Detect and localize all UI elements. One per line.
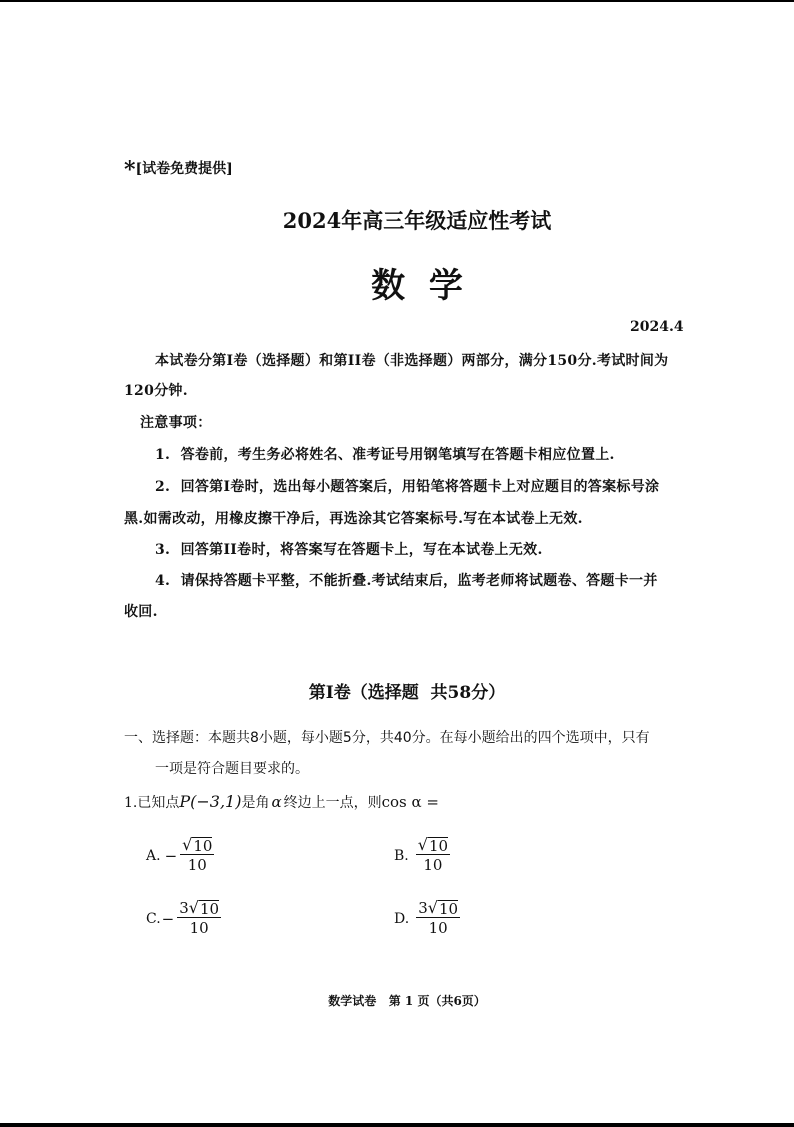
option-letter: C. <box>146 910 161 927</box>
option-letter: B. <box>394 847 409 864</box>
option-c[interactable] <box>146 899 221 938</box>
note-item-2-cont: 黑.如需改动，用橡皮擦干净后，再选涂其它答案标号.写在本试卷上无效. <box>124 511 583 527</box>
sqrt-symbol: √ <box>427 898 438 917</box>
option-a[interactable] <box>146 836 214 875</box>
option-sign: − <box>161 909 175 928</box>
option-denominator: 10 <box>189 919 209 937</box>
tag-text: [试卷免费提供] <box>135 161 233 177</box>
exam-title: 2024年高三年级适应性考试 <box>282 208 552 233</box>
option-radicand: 10 <box>428 837 449 855</box>
option-b[interactable] <box>394 836 450 875</box>
option-fraction <box>180 836 214 875</box>
option-fraction <box>416 899 460 938</box>
intro-line-1: 本试卷分第I卷（选择题）和第II卷（非选择题）两部分，满分150分.考试时间为 <box>155 353 669 369</box>
subject-title: 数 学 <box>371 266 463 306</box>
option-fraction <box>416 836 450 875</box>
question-1-stem <box>124 792 439 812</box>
q1-mid: 是角 <box>241 795 270 811</box>
note-item-4-cont: 收回. <box>124 604 158 620</box>
sqrt-symbol: √ <box>188 898 199 917</box>
option-radicand: 10 <box>438 900 459 918</box>
sqrt-symbol: √ <box>417 835 428 854</box>
star-mark: * <box>124 157 136 183</box>
sqrt-symbol: √ <box>182 835 193 854</box>
option-denominator: 10 <box>428 919 448 937</box>
option-letter: D. <box>394 910 410 927</box>
option-coefficient: 3 <box>179 899 189 917</box>
section-instruction-2: 一项是符合题目要求的。 <box>155 761 309 777</box>
q1-alpha: α <box>271 793 282 811</box>
scan-bottom-edge <box>0 1123 794 1127</box>
page-footer: 数学试卷 第 1 页（共6页） <box>328 994 486 1008</box>
q1-mid2: 终边上一点，则 <box>283 795 382 811</box>
note-item-2: 2. 回答第I卷时，选出每小题答案后，用铅笔将答题卡上对应题目的答案标号涂 <box>155 479 660 495</box>
note-item-3: 3. 回答第II卷时，将答案写在答题卡上，写在本试卷上无效. <box>155 542 543 558</box>
option-radicand: 10 <box>193 837 213 855</box>
option-denominator: 10 <box>187 856 207 874</box>
option-d[interactable] <box>394 899 460 938</box>
exam-date: 2024.4 <box>630 319 684 335</box>
option-letter: A. <box>146 847 161 864</box>
intro-line-2: 120分钟. <box>124 383 188 399</box>
scan-top-edge <box>0 0 794 2</box>
option-sign: − <box>164 846 178 865</box>
option-denominator: 10 <box>423 856 443 874</box>
option-radicand: 10 <box>200 900 220 918</box>
section-title: 第I卷（选择题 共58分） <box>308 683 506 703</box>
section-instruction-1: 一、选择题：本题共8小题，每小题5分，共40分。在每小题给出的四个选项中，只有 <box>124 730 650 746</box>
note-item-4: 4. 请保持答题卡平整，不能折叠.考试结束后，监考老师将试题卷、答题卡一并 <box>155 573 658 589</box>
q1-cos: cos α = <box>381 793 439 811</box>
note-item-1: 1. 答卷前，考生务必将姓名、准考证号用钢笔填写在答题卡相应位置上. <box>155 447 615 463</box>
free-provided-tag <box>124 157 233 183</box>
q1-prefix: 1.已知点 <box>124 795 180 811</box>
option-fraction <box>177 899 221 938</box>
q1-point: P(−3,1) <box>179 792 242 811</box>
option-coefficient: 3 <box>418 899 428 917</box>
notes-heading: 注意事项： <box>140 415 212 431</box>
